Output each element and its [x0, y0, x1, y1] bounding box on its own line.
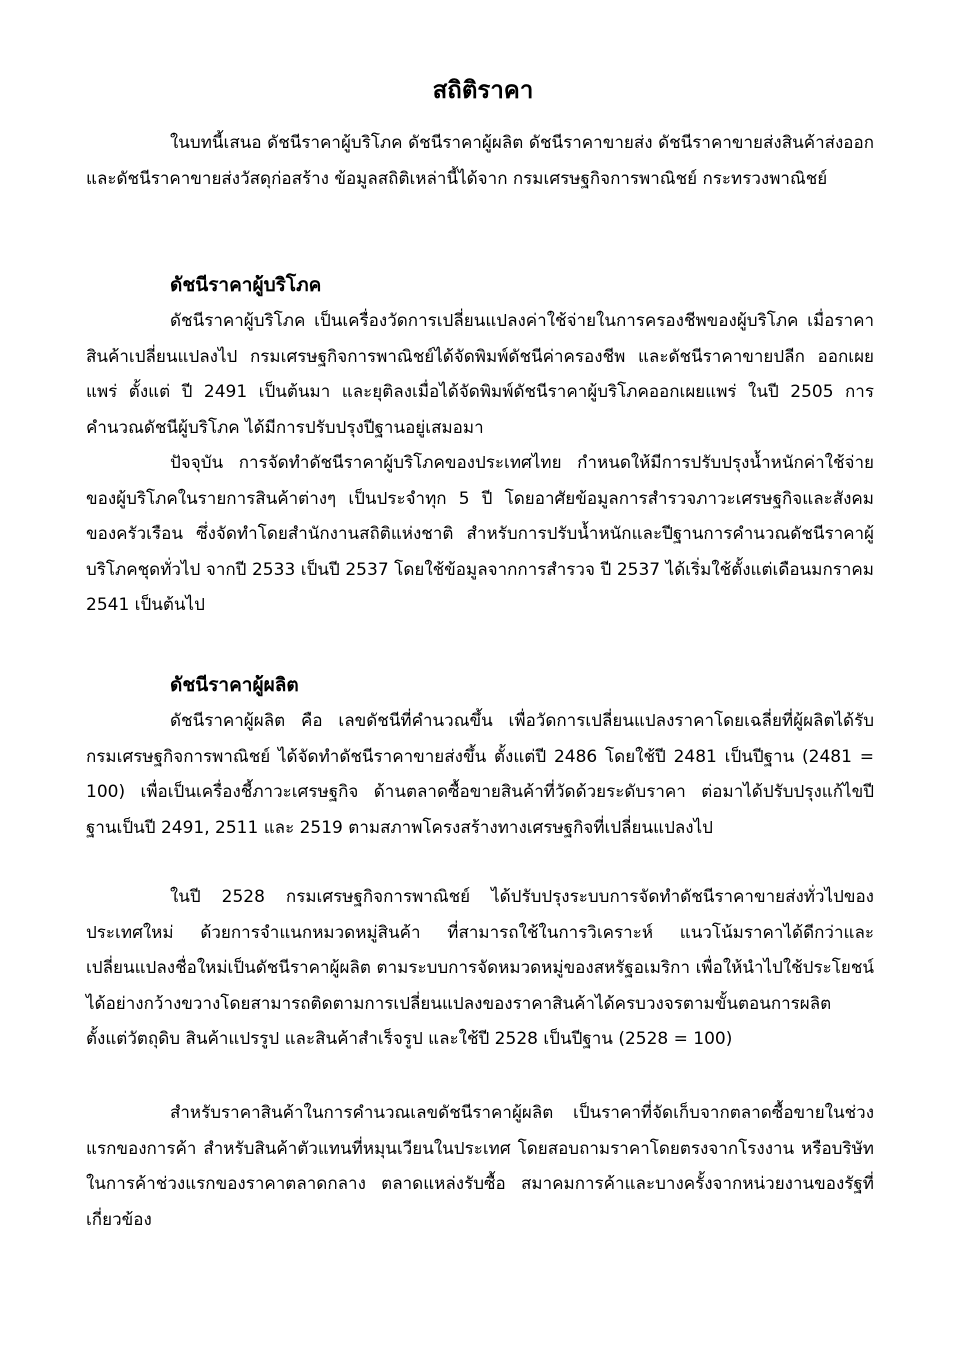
- cpi-paragraph-1: ดัชนีราคาผู้บริโภค เป็นเครื่องวัดการเปลี่ยนแปลงค่าใช้จ่ายในการครองชีพของผู้บริโภค เมื่อราคาสินค้าเปลี่ยนแปลงไป กรมเศรษฐกิจการพาณิชย์ได้จัดพิมพ์ดัชนีค่าครองชีพ และดัชนีราคาขายปลีก ออกเผยแพร่ ตั้งแต่ ปี 2491 เป็นต้นมา และยุติลงเมื่อได้จัดพิมพ์ดัชนีราคาผู้บริโภคออกเผยแพร่ ในปี 2505 การคำนวณดัชนีผู้บริโภค ได้มีการปรับปรุงปีฐานอยู่เสมอมา: [86, 311, 874, 438]
- intro-paragraph: ในบทนี้เสนอ ดัชนีราคาผู้บริโภค ดัชนีราคาผู้ผลิต ดัชนีราคาขายส่ง ดัชนีราคาขายส่งสินค้าส่งออก และดัชนีราคาขายส่งวัสดุก่อสร้าง ข้อมูลสถิติเหล่านี้ได้จาก กรมเศรษฐกิจการพาณิชย์ กระทรวงพาณิชย์: [86, 133, 874, 189]
- ppi-paragraph-1: ดัชนีราคาผู้ผลิต คือ เลขดัชนีที่คำนวณขึ้น เพื่อวัดการเปลี่ยนแปลงราคาโดยเฉลี่ยที่ผู้ผลิตได้รับ กรมเศรษฐกิจการพาณิชย์ ได้จัดทำดัชนีราคาขายส่งขึ้น ตั้งแต่ปี 2486 โดยใช้ปี 2481 เป็นปีฐาน (2481 = 100) เพื่อเป็นเครื่องชี้ภาวะเศรษฐกิจ ด้านตลาดซื้อขายสินค้าที่วัดด้วยระดับราคา ต่อมาได้ปรับปรุงแก้ไขปีฐานเป็นปี 2491, 2511 และ 2519 ตามสภาพโครงสร้างทางเศรษฐกิจที่เปลี่ยนแปลงไป: [86, 711, 874, 838]
- section-heading-ppi: ดัชนีราคาผู้ผลิต: [170, 674, 299, 696]
- page-title: สถิติราคา: [432, 76, 534, 104]
- ppi-paragraph-3: สำหรับราคาสินค้าในการคำนวณเลขดัชนีราคาผู้ผลิต เป็นราคาที่จัดเก็บจากตลาดซื้อขายในช่วงแรกของการค้า สำหรับสินค้าตัวแทนที่หมุนเวียนในประเทศ โดยสอบถามราคาโดยตรงจากโรงงาน หรือบริษัทในการค้าช่วงแรกของราคาตลาดกลาง ตลาดแหล่งรับซื้อ สมาคมการค้าและบางครั้งจากหน่วยงานของรัฐที่เกี่ยวข้อง: [86, 1103, 874, 1230]
- cpi-paragraph-2: ปัจจุบัน การจัดทำดัชนีราคาผู้บริโภคของประเทศไทย กำหนดให้มีการปรับปรุงน้ำหนักค่าใช้จ่ายของผู้บริโภคในรายการสินค้าต่างๆ เป็นประจำทุก 5 ปี โดยอาศัยข้อมูลการสำรวจภาวะเศรษฐกิจและสังคมของครัวเรือน ซึ่งจัดทำโดยสำนักงานสถิติแห่งชาติ สำหรับการปรับน้ำหนักและปีฐานการคำนวณดัชนีราคาผู้บริโภคชุดทั่วไป จากปี 2533 เป็นปี 2537 โดยใช้ข้อมูลจากการสำรวจ ปี 2537 ได้เริ่มใช้ตั้งแต่เดือนมกราคม 2541 เป็นต้นไป: [86, 453, 874, 615]
- section-heading-cpi: ดัชนีราคาผู้บริโภค: [170, 274, 322, 296]
- ppi-paragraph-2: ในปี 2528 กรมเศรษฐกิจการพาณิชย์ ได้ปรับปรุงระบบการจัดทำดัชนีราคาขายส่งทั่วไปของประเทศใหม่ ด้วยการจำแนกหมวดหมู่สินค้า ที่สามารถใช้ในการวิเคราะห์ แนวโน้มราคาได้ดีกว่าและเปลี่ยนแปลงชื่อใหม่เป็นดัชนีราคาผู้ผลิต ตามระบบการจัดหมวดหมู่ของสหรัฐอเมริกา เพื่อให้นำไปใช้ประโยชน์ได้อย่างกว้างขวางโดยสามารถติดตามการเปลี่ยนแปลงของราคาสินค้าได้ครบวงจรตามขั้นตอนการผลิต ตั้งแต่วัตถุดิบ สินค้าแปรรูป และสินค้าสำเร็จรูป และใช้ปี 2528 เป็นปีฐาน (2528 = 100): [86, 887, 874, 1049]
